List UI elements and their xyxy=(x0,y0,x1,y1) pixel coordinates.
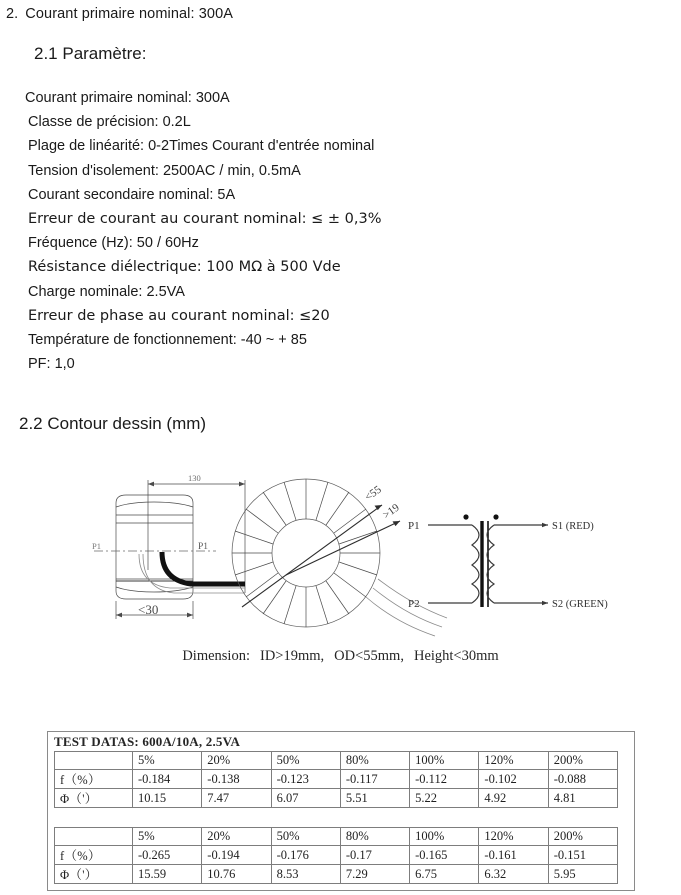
spec-item-current-error: Erreur de courant au courant nominal: ≤ ± 0,3% xyxy=(28,211,382,228)
side-view-axis-label-right: P1 xyxy=(198,542,209,552)
test-data-table-2 xyxy=(54,827,618,884)
side-view-top-dimension-label: 130 xyxy=(188,473,201,483)
column-header: 100% xyxy=(410,828,479,846)
table-cell: -0.123 xyxy=(271,770,340,789)
column-header: 50% xyxy=(271,828,340,846)
column-header: 20% xyxy=(202,752,271,770)
table-cell: 7.29 xyxy=(340,865,409,884)
dimension-caption-id: ID>19mm, xyxy=(259,648,325,664)
table-cell: 4.81 xyxy=(548,789,617,808)
table-cell: 5.95 xyxy=(548,865,617,884)
table-row xyxy=(55,846,618,865)
toroid-id-label: >19 xyxy=(380,501,402,522)
table-cell: 6.32 xyxy=(479,865,548,884)
subsection-2-1-heading: 2.1 Paramètre: xyxy=(34,44,147,63)
table-corner-cell xyxy=(55,828,133,846)
section-number: 2. xyxy=(6,6,19,22)
table-row xyxy=(55,752,618,770)
table-cell: -0.176 xyxy=(271,846,340,865)
spec-item-rated-primary-current: Courant primaire nominal: 300A xyxy=(25,90,230,106)
spec-item-frequency: Fréquence (Hz): 50 / 60Hz xyxy=(28,235,199,252)
table-cell: 10.76 xyxy=(202,865,271,884)
subsection-2-2-heading: 2.2 Contour dessin (mm) xyxy=(19,414,207,433)
table-cell: 6.75 xyxy=(410,865,479,884)
table-row xyxy=(55,770,618,789)
column-header: 5% xyxy=(133,752,202,770)
table-cell: -0.194 xyxy=(202,846,271,865)
side-view-bottom-dimension-label: <30 xyxy=(138,602,159,617)
table-cell: -0.117 xyxy=(340,770,409,789)
table-cell: 10.15 xyxy=(133,789,202,808)
table-cell: -0.161 xyxy=(479,846,548,865)
table-cell: -0.102 xyxy=(479,770,548,789)
column-header: 100% xyxy=(410,752,479,770)
side-view xyxy=(94,480,245,619)
table-row xyxy=(55,828,618,846)
spec-item-rated-secondary-current: Courant secondaire nominal: 5A xyxy=(28,186,236,203)
test-data-table-1 xyxy=(54,751,618,808)
table-cell: -0.088 xyxy=(548,770,617,789)
table-row xyxy=(55,789,618,808)
table-cell: 7.47 xyxy=(202,789,271,808)
test-data-block xyxy=(47,731,635,891)
outline-drawing xyxy=(90,455,610,645)
schematic-secondary-bottom-label: S2 (GREEN) xyxy=(552,599,608,610)
toroid-od-label: <55 xyxy=(362,483,384,504)
column-header: 50% xyxy=(271,752,340,770)
table-separator xyxy=(48,808,634,827)
row-header-ratio-error: f（%） xyxy=(55,846,133,865)
section-heading xyxy=(6,6,233,22)
column-header: 80% xyxy=(340,752,409,770)
column-header: 5% xyxy=(133,828,202,846)
table-cell: 8.53 xyxy=(271,865,340,884)
row-header-phase-error: Φ（'） xyxy=(55,865,133,884)
table-corner-cell xyxy=(55,752,133,770)
section-title-text: Courant primaire nominal: 300A xyxy=(25,6,234,22)
column-header: 20% xyxy=(202,828,271,846)
test-data-header: TEST DATAS: 600A/10A, 2.5VA xyxy=(54,734,241,749)
table-cell: -0.265 xyxy=(133,846,202,865)
table-cell: -0.165 xyxy=(410,846,479,865)
table-cell: 5.22 xyxy=(410,789,479,808)
spec-item-insulation-voltage: Tension d'isolement: 2500AC / min, 0.5mA xyxy=(28,162,301,179)
column-header: 200% xyxy=(548,828,617,846)
table-row xyxy=(55,865,618,884)
schematic-secondary-top-label: S1 (RED) xyxy=(552,521,594,532)
column-header: 200% xyxy=(548,752,617,770)
dimension-caption-prefix: Dimension: xyxy=(182,648,250,664)
dimension-caption-od: OD<55mm, xyxy=(334,648,404,664)
column-header: 120% xyxy=(479,752,548,770)
spec-item-accuracy-class: Classe de précision: 0.2L xyxy=(28,114,191,131)
table-cell: 5.51 xyxy=(340,789,409,808)
spec-item-phase-error: Erreur de phase au courant nominal: ≤20 xyxy=(28,307,330,324)
column-header: 120% xyxy=(479,828,548,846)
table-cell: -0.184 xyxy=(133,770,202,789)
dimension-caption-height: Height<30mm xyxy=(413,648,499,664)
spec-item-operating-temperature: Température de fonctionnement: -40 ~ + 85 xyxy=(28,332,307,349)
spec-item-power-factor: PF: 1,0 xyxy=(28,356,75,373)
spec-item-dielectric-resistance: Résistance diélectrique: 100 MΩ à 500 Vde xyxy=(28,259,341,276)
dimension-caption xyxy=(0,648,681,665)
row-header-phase-error: Φ（'） xyxy=(55,789,133,808)
table-cell: -0.151 xyxy=(548,846,617,865)
schematic-primary-top-label: P1 xyxy=(408,520,420,532)
table-cell: 15.59 xyxy=(133,865,202,884)
table-cell: 6.07 xyxy=(271,789,340,808)
specification-list xyxy=(22,86,542,376)
table-cell: 4.92 xyxy=(479,789,548,808)
table-cell: -0.138 xyxy=(202,770,271,789)
side-view-axis-label-left: P1 xyxy=(92,541,101,551)
column-header: 80% xyxy=(340,828,409,846)
transformer-schematic xyxy=(428,514,548,607)
outline-drawing-svg xyxy=(90,455,610,645)
spec-item-linearity-range: Plage de linéarité: 0-2Times Courant d'entrée nominal xyxy=(28,138,375,155)
row-header-ratio-error: f（%） xyxy=(55,770,133,789)
table-cell: -0.112 xyxy=(410,770,479,789)
table-cell: -0.17 xyxy=(340,846,409,865)
toroid-view xyxy=(232,479,447,636)
spec-item-rated-burden: Charge nominale: 2.5VA xyxy=(28,283,185,300)
schematic-primary-bottom-label: P2 xyxy=(408,598,420,610)
